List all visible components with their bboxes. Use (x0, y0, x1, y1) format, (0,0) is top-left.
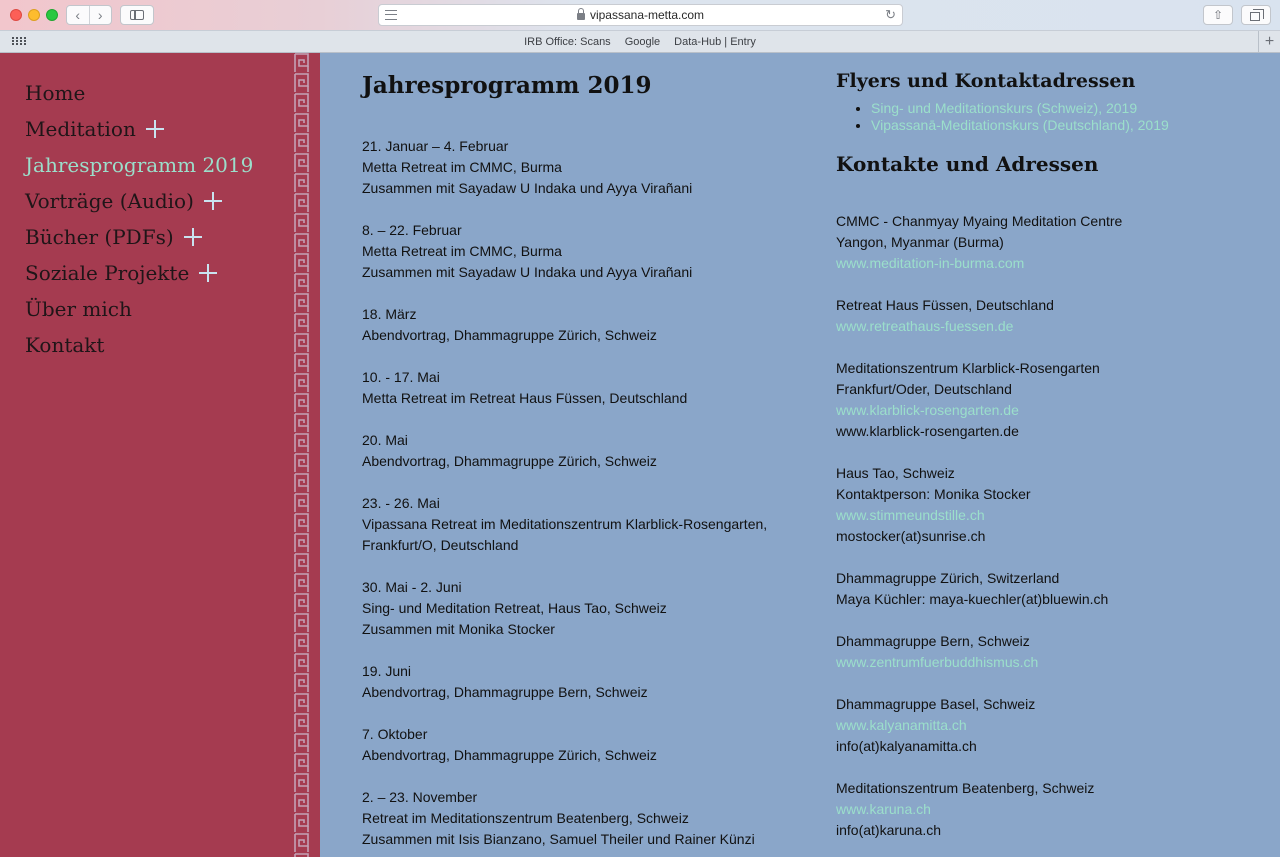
nav-item-ueber-mich[interactable] (25, 291, 253, 327)
show-tabs-button[interactable] (1241, 5, 1271, 25)
event-line: Metta Retreat im CMMC, Burma (362, 243, 562, 259)
event-date: 20. Mai (362, 432, 408, 448)
contact-entry (836, 631, 1276, 673)
expand-plus-icon[interactable] (146, 120, 164, 138)
url-text: vipassana-metta.com (589, 8, 705, 22)
share-icon: ⇧ (1212, 8, 1224, 22)
close-window-icon[interactable] (10, 9, 22, 21)
event-date: 21. Januar – 4. Februar (362, 138, 509, 154)
nav-item-home[interactable] (25, 75, 253, 111)
contact-entry (836, 358, 1276, 442)
address-bar[interactable] (378, 4, 903, 26)
program-column (362, 72, 802, 857)
nav-item-label: Vorträge (Audio) (25, 189, 194, 213)
contact-line: CMMC - Chanmyay Myaing Meditation Centre (836, 213, 1123, 229)
site-sidebar (0, 53, 320, 857)
event-entry (362, 661, 802, 703)
event-line: Frankfurt/O, Deutschland (362, 537, 519, 553)
top-sites-grid-icon[interactable] (12, 37, 26, 46)
nav-item-label: Über mich (25, 297, 132, 321)
event-line: Zusammen mit Monika Stocker (362, 621, 555, 637)
contact-line: www.klarblick-rosengarten.de (836, 423, 1019, 439)
contact-link[interactable]: www.karuna.ch (836, 801, 931, 817)
event-date: 30. Mai - 2. Juni (362, 579, 462, 595)
greek-key-border (293, 53, 310, 857)
contact-line: Dhammagruppe Basel, Schweiz (836, 696, 1036, 712)
contact-entry (836, 463, 1276, 547)
event-date: 2. – 23. November (362, 789, 478, 805)
favorite-data-hub[interactable]: Data-Hub | Entry (674, 35, 756, 48)
flyers-list (871, 100, 1276, 134)
contact-line: Meditationszentrum Klarblick-Rosengarten (836, 360, 1100, 376)
list-item (871, 100, 1276, 117)
reader-view-icon[interactable] (385, 10, 397, 20)
event-entry (362, 220, 802, 283)
tabs-icon (1250, 12, 1260, 21)
contact-line: Retreat Haus Füssen, Deutschland (836, 297, 1054, 313)
flyer-link-schweiz[interactable]: Sing- und Meditationskurs (Schweiz), 2019 (871, 100, 1138, 116)
event-date: 8. – 22. Februar (362, 222, 462, 238)
contact-entry (836, 211, 1276, 274)
contact-link[interactable]: www.klarblick-rosengarten.de (836, 402, 1019, 418)
event-line: Abendvortrag, Dhammagruppe Zürich, Schweiz (362, 327, 657, 343)
event-entry (362, 304, 802, 346)
contact-link[interactable]: www.stimmeundstille.ch (836, 507, 985, 523)
event-date: 7. Oktober (362, 726, 428, 742)
event-line: Zusammen mit Isis Bianzano, Samuel Theiler und Rainer Künzi (362, 831, 755, 847)
contact-line: Yangon, Myanmar (Burma) (836, 234, 1004, 250)
event-date: 10. - 17. Mai (362, 369, 440, 385)
contact-line: info(at)kalyanamitta.ch (836, 738, 977, 754)
flyer-link-deutschland[interactable]: Vipassanā-Meditationskurs (Deutschland), 2019 (871, 117, 1169, 133)
favorite-google[interactable]: Google (624, 35, 661, 48)
contact-line: mostocker(at)sunrise.ch (836, 528, 986, 544)
event-date: 18. März (362, 306, 417, 322)
minimize-window-icon[interactable] (28, 9, 40, 21)
share-button[interactable] (1203, 5, 1233, 25)
event-entry (362, 367, 802, 409)
expand-plus-icon[interactable] (184, 228, 202, 246)
contact-entry (836, 694, 1276, 757)
nav-item-label: Kontakt (25, 333, 105, 357)
contact-entry (836, 295, 1276, 337)
contact-line: Frankfurt/Oder, Deutschland (836, 381, 1012, 397)
event-line: Metta Retreat im CMMC, Burma (362, 159, 562, 175)
main-navigation (25, 75, 253, 363)
event-line: Zusammen mit Sayadaw U Indaka und Ayya Virañani (362, 264, 693, 280)
nav-item-label: Soziale Projekte (25, 261, 190, 285)
nav-item-soziale-projekte[interactable] (25, 255, 253, 291)
contact-link[interactable]: www.zentrumfuerbuddhismus.ch (836, 654, 1039, 670)
contact-line: Dhammagruppe Bern, Schweiz (836, 633, 1030, 649)
event-date: 19. Juni (362, 663, 412, 679)
reload-icon[interactable]: ↻ (885, 7, 896, 22)
nav-item-kontakt[interactable] (25, 327, 253, 363)
contact-line: info(at)karuna.ch (836, 822, 942, 838)
nav-item-label: Bücher (PDFs) (25, 225, 174, 249)
contact-link[interactable]: www.retreathaus-fuessen.de (836, 318, 1014, 334)
event-entry (362, 787, 802, 850)
contacts-column (836, 70, 1276, 857)
show-sidebar-button[interactable] (120, 5, 154, 25)
event-line: Sing- und Meditation Retreat, Haus Tao, Schweiz (362, 600, 667, 616)
sidebar-icon (130, 10, 144, 20)
nav-item-label: Home (25, 81, 86, 105)
favorites-bar (0, 31, 1280, 53)
list-item (871, 117, 1276, 134)
nav-item-vortraege[interactable] (25, 183, 253, 219)
contacts-heading: Kontakte und Adressen (836, 152, 1099, 176)
contact-line: Maya Küchler: maya-kuechler(at)bluewin.ch (836, 591, 1109, 607)
contact-link[interactable]: www.meditation-in-burma.com (836, 255, 1025, 271)
expand-plus-icon[interactable] (199, 264, 217, 282)
back-arrow-icon[interactable]: ‹ (75, 7, 81, 23)
nav-item-label: Meditation (25, 117, 136, 141)
forward-arrow-icon[interactable]: › (89, 6, 112, 24)
contact-entry (836, 778, 1276, 841)
event-line: Abendvortrag, Dhammagruppe Zürich, Schweiz (362, 453, 657, 469)
contact-line: Dhammagruppe Zürich, Switzerland (836, 570, 1060, 586)
event-line: Vipassana Retreat im Meditationszentrum Klarblick-Rosengarten, (362, 516, 768, 532)
event-line: Zusammen mit Sayadaw U Indaka und Ayya Virañani (362, 180, 693, 196)
contact-line: Meditationszentrum Beatenberg, Schweiz (836, 780, 1095, 796)
browser-titlebar (0, 0, 1280, 31)
event-entry (362, 136, 802, 199)
zoom-window-icon[interactable] (46, 9, 58, 21)
nav-item-label: Jahresprogramm 2019 (25, 153, 254, 177)
contact-link[interactable]: www.kalyanamitta.ch (836, 717, 967, 733)
event-line: Abendvortrag, Dhammagruppe Bern, Schweiz (362, 684, 648, 700)
lock-icon (577, 13, 585, 20)
event-entry (362, 724, 802, 766)
nav-item-jahresprogramm[interactable] (25, 147, 253, 183)
contact-line: Haus Tao, Schweiz (836, 465, 955, 481)
page-title: Jahresprogramm 2019 (362, 72, 652, 99)
event-entry (362, 577, 802, 640)
nav-item-buecher[interactable] (25, 219, 253, 255)
event-line: Retreat im Meditationszentrum Beatenberg, Schweiz (362, 810, 689, 826)
history-buttons (66, 5, 112, 25)
event-line: Abendvortrag, Dhammagruppe Zürich, Schweiz (362, 747, 657, 763)
expand-plus-icon[interactable] (204, 192, 222, 210)
contact-entry (836, 568, 1276, 610)
nav-item-meditation[interactable] (25, 111, 253, 147)
event-entry (362, 493, 802, 556)
event-entry (362, 430, 802, 472)
event-date: 23. - 26. Mai (362, 495, 440, 511)
flyers-heading: Flyers und Kontaktadressen (836, 70, 1136, 92)
event-line: Metta Retreat im Retreat Haus Füssen, Deutschland (362, 390, 688, 406)
new-tab-plus-icon[interactable]: + (1258, 31, 1280, 52)
contact-line: Kontaktperson: Monika Stocker (836, 486, 1031, 502)
favorite-irb-office[interactable]: IRB Office: Scans (524, 35, 611, 48)
